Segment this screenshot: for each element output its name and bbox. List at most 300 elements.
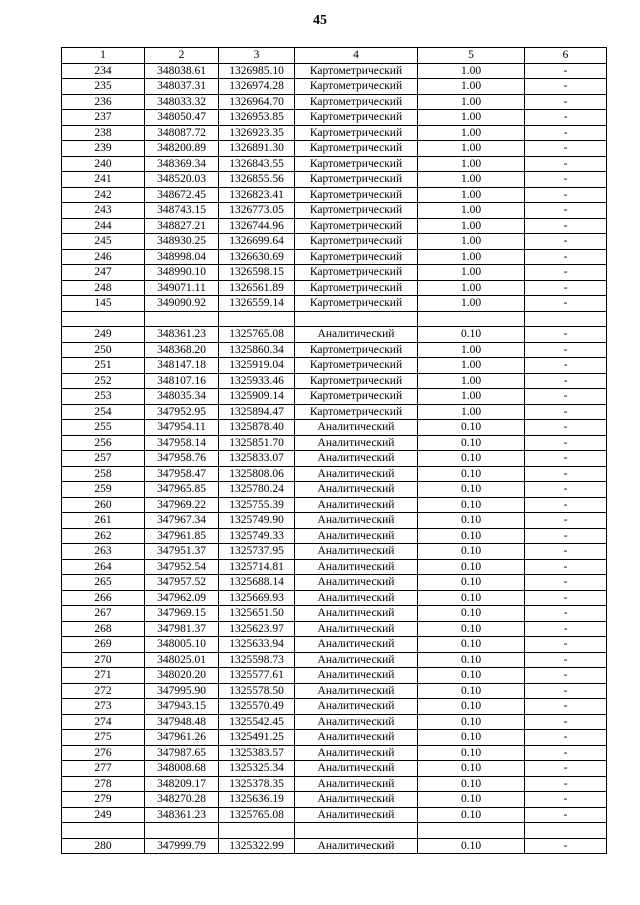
x-coordinate-cell: 349071.11 [145,280,219,296]
x-coordinate-cell: 347951.37 [145,544,219,560]
method-cell: Аналитический [295,652,418,668]
method-cell: Аналитический [295,513,418,529]
accuracy-cell: 0.10 [418,466,525,482]
x-coordinate-cell: 348361.23 [145,327,219,343]
accuracy-cell: 1.00 [418,156,525,172]
x-coordinate-cell: 348008.68 [145,761,219,777]
point-number-cell: 280 [62,838,145,854]
table-row [62,497,607,513]
point-number-cell: 272 [62,683,145,699]
point-number-cell: 250 [62,342,145,358]
method-cell: Аналитический [295,482,418,498]
note-cell: - [525,125,607,141]
accuracy-cell: 0.10 [418,761,525,777]
note-cell: - [525,668,607,684]
accuracy-cell: 1.00 [418,125,525,141]
accuracy-cell: 0.10 [418,745,525,761]
table-row [62,280,607,296]
note-cell: - [525,497,607,513]
x-coordinate-cell: 348038.61 [145,63,219,79]
accuracy-cell: 0.10 [418,792,525,808]
x-coordinate-cell: 348005.10 [145,637,219,653]
x-coordinate-cell: 348672.45 [145,187,219,203]
blank-cell [145,823,219,839]
method-cell: Аналитический [295,745,418,761]
method-cell: Аналитический [295,575,418,591]
accuracy-cell: 0.10 [418,544,525,560]
y-coordinate-cell: 1325577.61 [219,668,295,684]
accuracy-cell: 0.10 [418,420,525,436]
y-coordinate-cell: 1326923.35 [219,125,295,141]
x-coordinate-cell: 348998.04 [145,249,219,265]
point-number-cell: 275 [62,730,145,746]
point-number-cell: 278 [62,776,145,792]
point-number-cell: 277 [62,761,145,777]
accuracy-cell: 0.10 [418,497,525,513]
y-coordinate-cell: 1325749.90 [219,513,295,529]
note-cell: - [525,575,607,591]
y-coordinate-cell: 1325669.93 [219,590,295,606]
method-cell: Картометрический [295,141,418,157]
method-cell: Аналитический [295,544,418,560]
x-coordinate-cell: 348743.15 [145,203,219,219]
x-coordinate-cell: 348361.23 [145,807,219,823]
x-coordinate-cell: 347961.85 [145,528,219,544]
x-coordinate-cell: 348368.20 [145,342,219,358]
table-row [62,513,607,529]
method-cell: Аналитический [295,327,418,343]
x-coordinate-cell: 347962.09 [145,590,219,606]
table-row [62,606,607,622]
accuracy-cell: 0.10 [418,714,525,730]
note-cell: - [525,807,607,823]
note-cell: - [525,141,607,157]
accuracy-cell: 1.00 [418,373,525,389]
accuracy-cell: 0.10 [418,482,525,498]
y-coordinate-cell: 1326699.64 [219,234,295,250]
x-coordinate-cell: 348087.72 [145,125,219,141]
point-number-cell: 273 [62,699,145,715]
table-row [62,79,607,95]
accuracy-cell: 1.00 [418,249,525,265]
point-number-cell: 247 [62,265,145,281]
note-cell: - [525,838,607,854]
note-cell: - [525,342,607,358]
table-row [62,249,607,265]
point-number-cell: 235 [62,79,145,95]
blank-cell [295,823,418,839]
point-number-cell: 248 [62,280,145,296]
accuracy-cell: 0.10 [418,621,525,637]
blank-cell [525,823,607,839]
point-number-cell: 256 [62,435,145,451]
table-row [62,156,607,172]
note-cell: - [525,79,607,95]
method-cell: Картометрический [295,79,418,95]
method-cell: Аналитический [295,714,418,730]
point-number-cell: 145 [62,296,145,312]
table-row [62,482,607,498]
method-cell: Картометрический [295,203,418,219]
note-cell: - [525,513,607,529]
method-cell: Картометрический [295,218,418,234]
point-number-cell: 279 [62,792,145,808]
table-body [62,63,607,854]
note-cell: - [525,218,607,234]
note-cell: - [525,172,607,188]
x-coordinate-cell: 347958.47 [145,466,219,482]
point-number-cell: 257 [62,451,145,467]
method-cell: Аналитический [295,466,418,482]
y-coordinate-cell: 1326630.69 [219,249,295,265]
y-coordinate-cell: 1325755.39 [219,497,295,513]
method-cell: Картометрический [295,265,418,281]
method-cell: Картометрический [295,296,418,312]
table-row [62,652,607,668]
accuracy-cell: 1.00 [418,141,525,157]
accuracy-cell: 0.10 [418,513,525,529]
x-coordinate-cell: 347995.90 [145,683,219,699]
method-cell: Картометрический [295,249,418,265]
x-coordinate-cell: 348200.89 [145,141,219,157]
method-cell: Аналитический [295,792,418,808]
method-cell: Аналитический [295,621,418,637]
table-row [62,234,607,250]
table-row [62,389,607,405]
note-cell: - [525,606,607,622]
table-row [62,792,607,808]
accuracy-cell: 0.10 [418,451,525,467]
point-number-cell: 241 [62,172,145,188]
blank-cell [219,823,295,839]
table-row [62,699,607,715]
point-number-cell: 239 [62,141,145,157]
table-row [62,420,607,436]
y-coordinate-cell: 1325491.25 [219,730,295,746]
y-coordinate-cell: 1326855.56 [219,172,295,188]
blank-cell [145,311,219,327]
y-coordinate-cell: 1325383.57 [219,745,295,761]
x-coordinate-cell: 347961.26 [145,730,219,746]
note-cell: - [525,358,607,374]
blank-cell [418,311,525,327]
x-coordinate-cell: 348107.16 [145,373,219,389]
note-cell: - [525,590,607,606]
y-coordinate-cell: 1326744.96 [219,218,295,234]
point-number-cell: 252 [62,373,145,389]
table-row [62,63,607,79]
table-row [62,637,607,653]
method-cell: Аналитический [295,606,418,622]
table-row [62,172,607,188]
y-coordinate-cell: 1325860.34 [219,342,295,358]
point-number-cell: 254 [62,404,145,420]
table-row [62,141,607,157]
note-cell: - [525,792,607,808]
y-coordinate-cell: 1325833.07 [219,451,295,467]
x-coordinate-cell: 347957.52 [145,575,219,591]
note-cell: - [525,683,607,699]
y-coordinate-cell: 1325919.04 [219,358,295,374]
y-coordinate-cell: 1325598.73 [219,652,295,668]
method-cell: Картометрический [295,187,418,203]
table-row [62,373,607,389]
note-cell: - [525,156,607,172]
y-coordinate-cell: 1325851.70 [219,435,295,451]
method-cell: Картометрический [295,125,418,141]
point-number-cell: 234 [62,63,145,79]
table-row [62,110,607,126]
accuracy-cell: 1.00 [418,234,525,250]
method-cell: Аналитический [295,683,418,699]
point-number-cell: 249 [62,807,145,823]
x-coordinate-cell: 348270.28 [145,792,219,808]
note-cell: - [525,761,607,777]
x-coordinate-cell: 347969.22 [145,497,219,513]
x-coordinate-cell: 347943.15 [145,699,219,715]
accuracy-cell: 1.00 [418,110,525,126]
y-coordinate-cell: 1326843.55 [219,156,295,172]
method-cell: Картометрический [295,280,418,296]
table-row [62,544,607,560]
accuracy-cell: 1.00 [418,187,525,203]
method-cell: Аналитический [295,590,418,606]
note-cell: - [525,265,607,281]
note-cell: - [525,327,607,343]
y-coordinate-cell: 1325714.81 [219,559,295,575]
point-number-cell: 268 [62,621,145,637]
point-number-cell: 262 [62,528,145,544]
point-number-cell: 237 [62,110,145,126]
x-coordinate-cell: 349090.92 [145,296,219,312]
blank-cell [62,823,145,839]
note-cell: - [525,63,607,79]
x-coordinate-cell: 348369.34 [145,156,219,172]
y-coordinate-cell: 1326561.89 [219,280,295,296]
coordinates-table [61,47,607,854]
accuracy-cell: 1.00 [418,63,525,79]
x-coordinate-cell: 347952.54 [145,559,219,575]
method-cell: Картометрический [295,156,418,172]
note-cell: - [525,730,607,746]
point-number-cell: 271 [62,668,145,684]
column-header-6: 6 [525,48,607,64]
note-cell: - [525,559,607,575]
y-coordinate-cell: 1325765.08 [219,807,295,823]
note-cell: - [525,652,607,668]
point-number-cell: 264 [62,559,145,575]
note-cell: - [525,296,607,312]
method-cell: Аналитический [295,699,418,715]
y-coordinate-cell: 1326559.14 [219,296,295,312]
y-coordinate-cell: 1326773.05 [219,203,295,219]
note-cell: - [525,714,607,730]
table-row [62,838,607,854]
method-cell: Аналитический [295,776,418,792]
x-coordinate-cell: 348037.31 [145,79,219,95]
note-cell: - [525,745,607,761]
point-number-cell: 253 [62,389,145,405]
y-coordinate-cell: 1325808.06 [219,466,295,482]
note-cell: - [525,404,607,420]
accuracy-cell: 1.00 [418,280,525,296]
accuracy-cell: 0.10 [418,838,525,854]
point-number-cell: 266 [62,590,145,606]
method-cell: Картометрический [295,172,418,188]
accuracy-cell: 0.10 [418,683,525,699]
x-coordinate-cell: 347987.65 [145,745,219,761]
point-number-cell: 244 [62,218,145,234]
blank-cell [62,311,145,327]
note-cell: - [525,699,607,715]
accuracy-cell: 0.10 [418,528,525,544]
column-header-5: 5 [418,48,525,64]
note-cell: - [525,187,607,203]
point-number-cell: 245 [62,234,145,250]
y-coordinate-cell: 1326953.85 [219,110,295,126]
blank-cell [418,823,525,839]
accuracy-cell: 0.10 [418,730,525,746]
table-row [62,776,607,792]
point-number-cell: 240 [62,156,145,172]
page-bottom-margin [0,857,640,905]
x-coordinate-cell: 347952.95 [145,404,219,420]
table-row [62,807,607,823]
method-cell: Аналитический [295,420,418,436]
table-row [62,745,607,761]
method-cell: Аналитический [295,761,418,777]
x-coordinate-cell: 347967.34 [145,513,219,529]
x-coordinate-cell: 348050.47 [145,110,219,126]
accuracy-cell: 0.10 [418,435,525,451]
blank-separator-row [62,311,607,327]
point-number-cell: 270 [62,652,145,668]
column-header-1: 1 [62,48,145,64]
accuracy-cell: 1.00 [418,265,525,281]
note-cell: - [525,373,607,389]
y-coordinate-cell: 1325378.35 [219,776,295,792]
accuracy-cell: 0.10 [418,590,525,606]
x-coordinate-cell: 348033.32 [145,94,219,110]
y-coordinate-cell: 1326974.28 [219,79,295,95]
page-number: 45 [313,13,327,28]
accuracy-cell: 1.00 [418,404,525,420]
x-coordinate-cell: 347948.48 [145,714,219,730]
point-number-cell: 263 [62,544,145,560]
x-coordinate-cell: 348020.20 [145,668,219,684]
table-row [62,575,607,591]
note-cell: - [525,389,607,405]
accuracy-cell: 0.10 [418,637,525,653]
y-coordinate-cell: 1325542.45 [219,714,295,730]
note-cell: - [525,544,607,560]
x-coordinate-cell: 348930.25 [145,234,219,250]
x-coordinate-cell: 348209.17 [145,776,219,792]
y-coordinate-cell: 1325909.14 [219,389,295,405]
note-cell: - [525,528,607,544]
point-number-cell: 236 [62,94,145,110]
accuracy-cell: 1.00 [418,389,525,405]
x-coordinate-cell: 348520.03 [145,172,219,188]
y-coordinate-cell: 1326598.15 [219,265,295,281]
x-coordinate-cell: 347958.14 [145,435,219,451]
note-cell: - [525,466,607,482]
column-header-4: 4 [295,48,418,64]
point-number-cell: 276 [62,745,145,761]
table-row [62,683,607,699]
accuracy-cell: 0.10 [418,652,525,668]
column-header-2: 2 [145,48,219,64]
table-row [62,761,607,777]
point-number-cell: 269 [62,637,145,653]
blank-cell [295,311,418,327]
y-coordinate-cell: 1325933.46 [219,373,295,389]
accuracy-cell: 1.00 [418,342,525,358]
table-row [62,466,607,482]
method-cell: Аналитический [295,435,418,451]
point-number-cell: 243 [62,203,145,219]
accuracy-cell: 1.00 [418,172,525,188]
x-coordinate-cell: 348147.18 [145,358,219,374]
y-coordinate-cell: 1325651.50 [219,606,295,622]
method-cell: Картометрический [295,373,418,389]
point-number-cell: 238 [62,125,145,141]
table-row [62,404,607,420]
table-row [62,265,607,281]
table-row [62,590,607,606]
point-number-cell: 274 [62,714,145,730]
table-row [62,559,607,575]
table-row [62,621,607,637]
y-coordinate-cell: 1325878.40 [219,420,295,436]
x-coordinate-cell: 347969.15 [145,606,219,622]
table-row [62,125,607,141]
note-cell: - [525,451,607,467]
y-coordinate-cell: 1325636.19 [219,792,295,808]
x-coordinate-cell: 347999.79 [145,838,219,854]
x-coordinate-cell: 348025.01 [145,652,219,668]
x-coordinate-cell: 348035.34 [145,389,219,405]
table-row [62,327,607,343]
table-row [62,435,607,451]
y-coordinate-cell: 1325894.47 [219,404,295,420]
point-number-cell: 259 [62,482,145,498]
y-coordinate-cell: 1326964.70 [219,94,295,110]
note-cell: - [525,420,607,436]
note-cell: - [525,621,607,637]
y-coordinate-cell: 1325749.33 [219,528,295,544]
method-cell: Картометрический [295,389,418,405]
table-row [62,218,607,234]
method-cell: Аналитический [295,838,418,854]
blank-cell [219,311,295,327]
table-row [62,451,607,467]
note-cell: - [525,94,607,110]
method-cell: Аналитический [295,497,418,513]
note-cell: - [525,435,607,451]
point-number-cell: 249 [62,327,145,343]
y-coordinate-cell: 1325322.99 [219,838,295,854]
point-number-cell: 246 [62,249,145,265]
point-number-cell: 260 [62,497,145,513]
method-cell: Картометрический [295,110,418,126]
note-cell: - [525,776,607,792]
method-cell: Аналитический [295,451,418,467]
accuracy-cell: 0.10 [418,559,525,575]
y-coordinate-cell: 1325623.97 [219,621,295,637]
point-number-cell: 261 [62,513,145,529]
y-coordinate-cell: 1325325.34 [219,761,295,777]
